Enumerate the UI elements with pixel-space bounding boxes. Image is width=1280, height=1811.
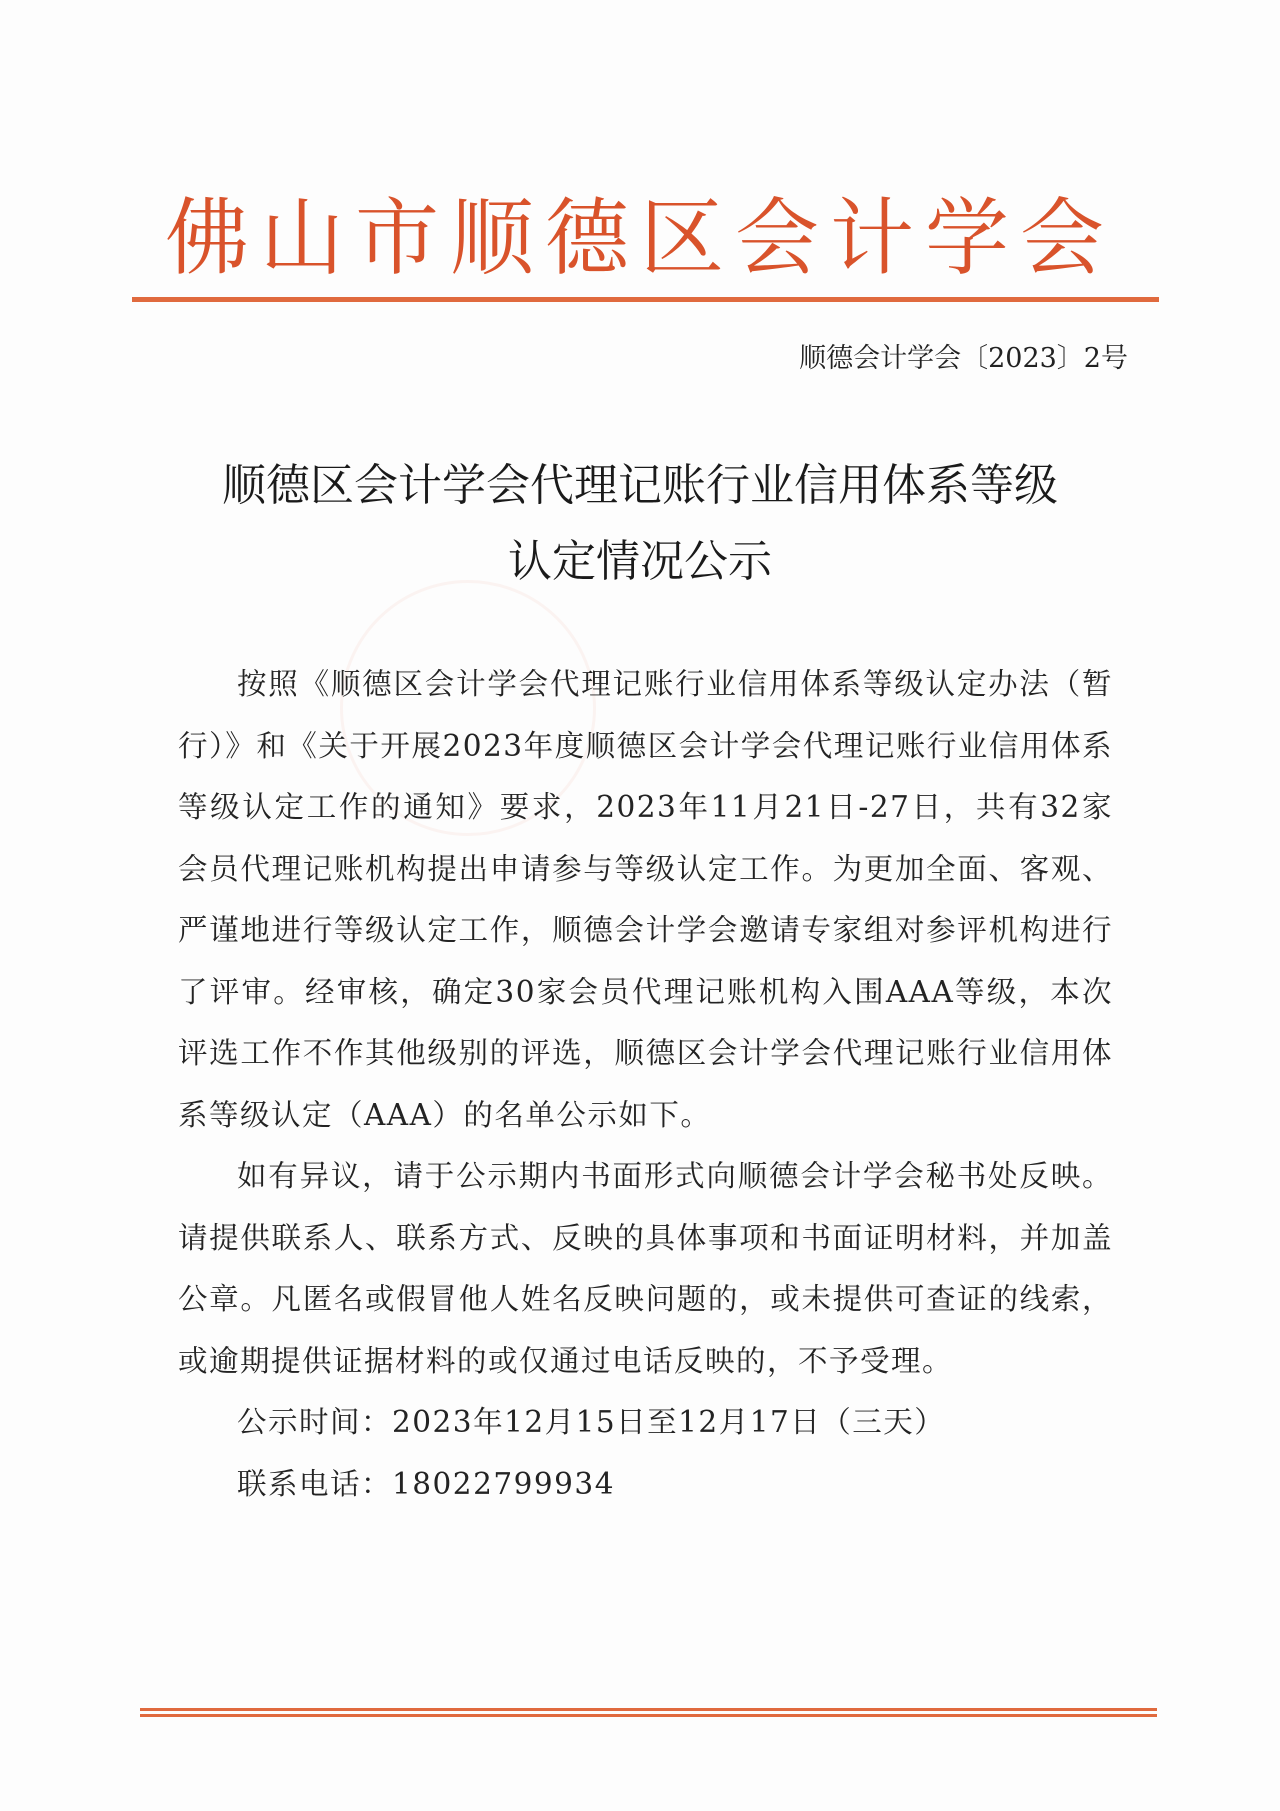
title-line-1: 顺德区会计学会代理记账行业信用体系等级 — [222, 460, 1058, 511]
body-paragraph-2: 如有异议，请于公示期内书面形式向顺德会计学会秘书处反映。请提供联系人、联系方式、反映的具体事项和书面证明材料，并加盖公章。凡匿名或假冒他人姓名反映问题的，或未提供可查证的线索，或逾期提供证据材料的或仅通过电话反映的，不予受理。 — [178, 1159, 1113, 1378]
contact-phone: 联系电话：18022799934 — [237, 1466, 615, 1501]
body-paragraph-1: 按照《顺德区会计学会代理记账行业信用体系等级认定办法（暂行）》和《关于开展2023年度顺德区会计学会代理记账行业信用体系等级认定工作的通知》要求，2023年11月21日-27日，共有32家会员代理记账机构提出申请参与等级认定工作。为更加全面、客观、严谨地进行等级认定工作，顺德会计学会邀请专家组对参评机构进行了评审。经审核，确定30家会员代理记账机构入围AAA等级，本次评选工作不作其他级别的评选，顺德区会计学会代理记账行业信用体系等级认定（AAA）的名单公示如下。 — [178, 667, 1113, 1132]
header-red-rule — [132, 297, 1159, 302]
footer-rule-bottom — [140, 1714, 1157, 1717]
publicity-period: 公示时间：2023年12月15日至12月17日（三天） — [237, 1405, 946, 1439]
document-title — [150, 448, 1130, 600]
title-line-2: 认定情况公示 — [508, 536, 772, 587]
document-body — [178, 654, 1113, 1515]
footer-rule-top — [140, 1708, 1157, 1711]
organization-name: 佛山市顺德区会计学会 — [164, 189, 1115, 287]
document-number: 顺德会计学会〔2023〕2号 — [799, 343, 1128, 374]
